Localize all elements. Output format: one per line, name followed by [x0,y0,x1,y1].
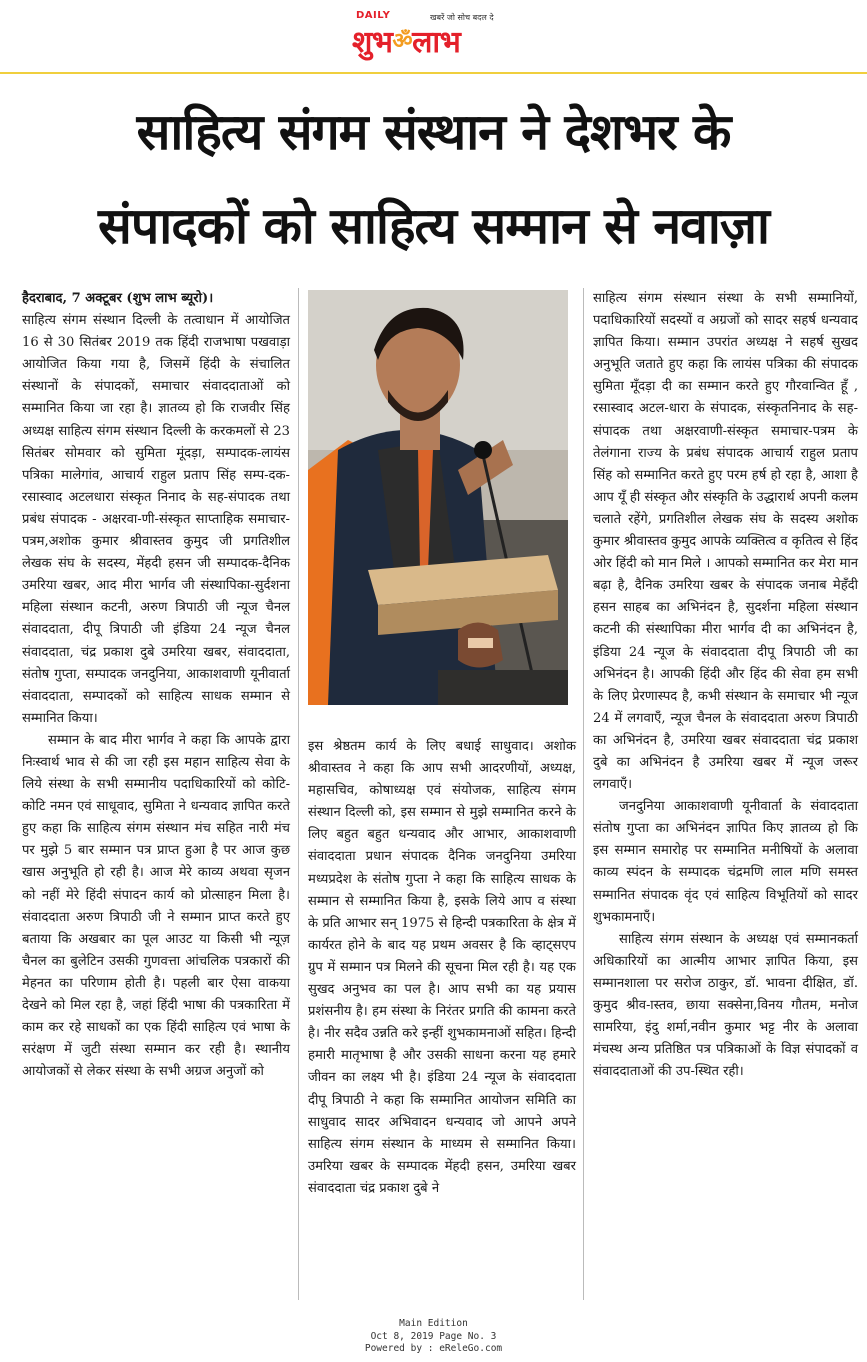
headline-line-2: संपादकों को साहित्य सम्मान से नवाज़ा [98,197,769,255]
masthead [0,0,867,72]
article-paragraph: इस श्रेष्ठतम कार्य के लिए बधाई साधुवाद। अशोक श्रीवास्तव ने कहा कि आप सभी आदरणीयों, अध्यक्ष, महासचिव, कोषाध्यक्ष एवं संयोजक, साहित्य संगम संस्थान दिल्ली को, इस सम्मान से मुझे सम्मानित करने के लिए बहुत बहुत धन्यवाद और आभार, आकाशवाणी संवाददाता प्रधान संपादक दैनिक जनदुनिया उमरिया मध्यप्रदेश के संतोष गुप्ता ने कहा कि साहित्य साधक के सम्मान से सम्मानित किया है, इसके लिये आप व संस्था के प्रति आभार सन् 1975 से हिन्दी पत्रकारिता के क्षेत्र में कार्यरत होने के बाद यह प्रथम अवसर है कि व्हाट्सएप ग्रुप में सम्मान पत्र मिलने की सूचना मिल रही है। यह एक सुखद अनुभव का पल है। आप सभी का यह प्रयास प्रशंसनीय है। हम संस्था के निरंतर प्रगति की कामना करते है। नीर सदैव उन्नति करे इन्हीं शुभकामनाओं सहित। हिन्दी हमारी मातृभाषा है और उसकी साधना करना यह हमारे जीवन का लक्ष्य भी है। इंडिया 24 न्यूज के संवाददाता दीपू त्रिपाठी ने कहा कि सम्मानित आयोजन समिति का साधुवाद सादर अभिवादन धन्यवाद जो आपने अपने साहित्य संगम संस्थान के माध्यम से सम्मानित किया। उमरिया खबर के सम्पादक मेंहदी हसन, उमरिया खबर संवाददाता चंद्र प्रकाश दुबे ने [308,739,576,1196]
article-column-2 [308,736,576,1200]
article-photo [308,290,568,705]
speaker-at-podium-photo [308,290,568,705]
column-divider [583,288,584,1300]
footer-date-page: Oct 8, 2019 Page No. 3 [370,1330,497,1342]
logo-wordmark [352,20,460,61]
article-paragraph: साहित्य संगम संस्थान के अध्यक्ष एवं सम्मानकर्ता अधिकारियों का आत्मीय आभार ज्ञापित किया, इस सम्मानशाला पर सरोज ठाकुर, डॉ. भावना दीक्षित, डॉ. कुमुद श्रीव-ास्तव, छाया सक्सेना,विनय गौतम, मनोज सामरिया, इंदु शर्मा,नवीन कुमार भट्ट नीर के अलावा मंचस्थ अन्य प्रतिष्ठित पत्र पत्रिकाओं के विज्ञ संपादकों व संवाददाताओं की उप-स्थित रही। [593,931,858,1080]
dateline: हैदराबाद, 7 अक्टूबर (शुभ लाभ ब्यूरो)। [22,291,214,306]
logo-word-left: शुभ [352,25,393,60]
article-paragraph: साहित्य संगम संस्थान संस्था के सभी सम्मानियों, पदाधिकारियों सदस्यों व अग्रजों को सादर सहर्ष धन्यवाद ज्ञापित किया। सम्मान उपरांत अध्यक्ष ने सहर्ष सुखद अनुभूति जताते हुए कहा कि लायंस पत्रिका की संपादक सुमिता मूँदड़ा दी का सम्मान करते हुए गौरवान्वित हूँ , रसास्वाद अटल-धारा के संपादक, संस्कृतनिनाद के सह-संपादक तथा अक्षरवाणी-संस्कृत समाचार-पत्रम के तेलंगाना राज्य के प्रबंध संपादक आचार्य राहुल प्रताप सिंह को सम्मानित करते हुए परम हर्ष हो रहा है, आशा है आप यूँ ही संस्कृत और संस्कृति के उद्धारार्थ अपनी कलम चलाते रहेंगे, प्रगतिशील लेखक संघ के सदस्य अशोक कुमार श्रीवास्तव कुमुद आपके व्यक्तित्व व कृतित्व से हिंद ओर हिंदी को मान मिले । आपको सम्मानित कर मेरा मान बढ़ा है, दैनिक उमरिया खबर के संपादक जनाब मेहँदी हसन साहब का अभिनंदन है, सुदर्शना महिला संस्थान कटनी की संस्थापिका मीरा भार्गव दी का अभिनंदन है, इंडिया 24 न्यूज के संवाददाता दीपू त्रिपाठी जी का अभिनंदन है। आपकी हिंदी और हिंद की सेवा हम सभी के लिए प्रेरणास्पद है, कभी संस्थान के समाचार भी न्यूज 24 में लगवाएँ, न्यूज चैनल के संवाददाता अरुण त्रिपाठी का अभिनंदन है, उमरिया खबर संवाददाता चंद्र प्रकाश दुबे का अभिनंदन है उमरिया खबर में न्यूज जरूर लगवाएँ। [593,291,858,793]
ganesh-icon: ॐ [392,29,413,54]
article-paragraph: सम्मान के बाद मीरा भार्गव ने कहा कि आपके द्वारा निःस्वार्थ भाव से की जा रही इस महान साहित्य सेवा के लिये संस्था के सभी सम्मानीय पदाधिकारियों को कोटि-कोटि नमन एवं साधूवाद, सुमिता ने धन्यवाद ज्ञापित करते हुए कहा कि साहित्य संगम संस्थान मंच सहित नारी मंच पर मुझे 5 बार सम्मान पत्र प्राप्त हुआ है पर आज कुछ खास अनुभूति हो रही है। आज मेरे काव्य अथवा सृजन को नहीं मेरे हिंदी संपादन कार्य को प्रोत्साहन मिला है। संवाददाता अरुण त्रिपाठी जी ने सम्मान प्राप्त करते हुए बताया कि अखबार का पूल आउट या किसी भी न्यूज़ चैनल का बुलेटिन उसकी गुणवत्ता आंचलिक पत्रकारों की मेहनत का परिणाम होती है। पहली बार ऐसा वाकया देखने को मिल रहा है, जहां हिंदी भाषा की पत्रकारिता में काम कर रहे साधकों का एक हिंदी साहित्य एवं भाषा के सरंक्षण में जुटी संस्था सम्मान कर रही है। स्थानीय आयोजकों से लेकर संस्था के सभी अग्रज अनुजों को [22,732,290,1080]
headline-line-1: साहित्य संगम संस्थान ने देशभर के [136,103,731,161]
article-column-1 [22,288,290,1083]
column-divider [298,288,299,1300]
article-paragraph: जनदुनिया आकाशवाणी यूनीवार्ता के संवाददाता संतोष गुप्ता का अभिनंदन ज्ञापित किए ज्ञातव्य हो कि इस सम्मान समारोह पर सम्मानित मनीषियों के अलावा काव्य स्पंदन के सम्पादक चंद्रमणि लाल मणि समस्त सम्मानित संपादक वृंद एवं साहित्य विभूतियों को सादर शुभकामनाएँ। [593,799,858,925]
logo-daily-label: DAILY [356,10,391,21]
footer-powered-by: Powered by : eReleGo.com [364,1343,503,1354]
article-text: साहित्य संगम संस्थान दिल्ली के तत्वाधान में आयोजित 16 से 30 सितंबर 2019 तक हिंदी राजभाषा पखवाड़ा आयोजित किया गया है, जिसमें हिंदी के संचालित संस्थानों के संपादकों, समाचार संवाददाताओं को सम्मानित किया जा रहा है। ज्ञातव्य हो कि राजवीर सिंह अध्यक्ष साहित्य संगम संस्थान दिल्ली के करकमलों से 23 सितंबर सोमवार को सुमिता मूंदड़ा, सम्पादक-लायंस पत्रिका मालेगांव, आचार्य राहुल प्रताप सिंह सम्प-दक-रसास्वाद अटलधारा संस्कृत निनाद के सह-संपादक तथा प्रबंध संपादक - अक्षरवा-णी-संस्कृत साप्ताहिक समाचार-पत्रम,अशोक कुमार श्रीवास्तव कुमुद जी प्रगतिशील लेखक संघ के सदस्य, मेंहदी हसन जी सम्पादक-दैनिक उमरिया खबर, आद मीरा भार्गव जी संस्थापिका-सुर्दशना महिला संस्थान कटनी, अरुण त्रिपाठी जी न्यूज चैनल संवाददाता, दीपू त्रिपाठी जी इंडिया 24 न्यूज चैनल संवाददाता, चंद्र प्रकाश दुबे उमरिया खबर, संवाददाता, संतोष गुप्ता, सम्पादक जनदुनिया, आकाशवाणी यूनीवार्ता संवाददाता, सम्पादकों को साहित्य साधक सम्मान से सम्मानित किया। [22,313,290,726]
article-paragraph [22,288,290,730]
logo-tagline: खबरें जो सोच बदल दे [430,13,494,22]
footer-edition: Main Edition [399,1318,468,1329]
newspaper-logo [340,6,540,62]
logo-word-right: लाभ [412,25,461,60]
page-footer [0,1318,867,1356]
masthead-divider [0,72,867,74]
article-column-3 [593,288,858,1083]
